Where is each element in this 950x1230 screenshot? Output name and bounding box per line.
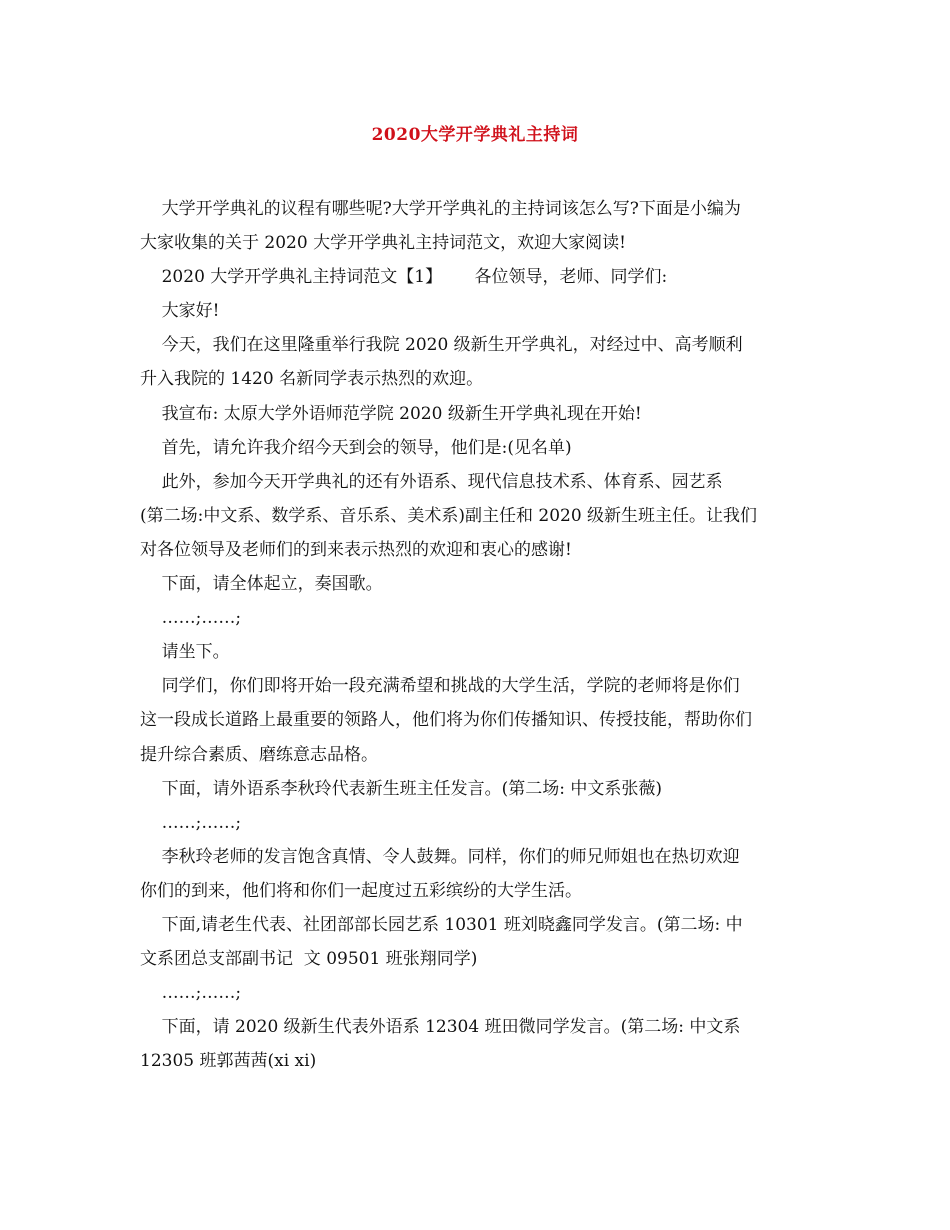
body-line: 下面，请全体起立，奏国歌。 xyxy=(140,574,383,595)
body-line: 下面,请老生代表、社团部部长园艺系 10301 班刘晓鑫同学发言。(第二场: 中 xyxy=(140,914,743,935)
body-line: 大学开学典礼的议程有哪些呢?大学开学典礼的主持词该怎么写?下面是小编为 xyxy=(140,199,741,219)
body-line: 提升综合素质、磨练意志品格。 xyxy=(140,744,378,765)
body-line: 2020 大学开学典礼主持词范文【1】 各位领导，老师、同学们: xyxy=(140,267,668,288)
body-line: 今天，我们在这里隆重举行我院 2020 级新生开学典礼，对经过中、高考顺利 xyxy=(140,335,743,356)
body-line: 文系团总支部副书记 文 09501 班张翔同学) xyxy=(140,949,478,970)
body-line: 12305 班郭茜茜(xi xi) xyxy=(140,1051,317,1072)
body-line: (第二场:中文系、数学系、音乐系、美术系)副主任和 2020 级新生班主任。让我们 xyxy=(140,505,758,526)
document-title: 2020大学开学典礼主持词 xyxy=(371,125,579,145)
body-line: 此外，参加今天开学典礼的还有外语系、现代信息技术系、体育系、园艺系 xyxy=(140,471,723,492)
body-line: 对各位领导及老师们的到来表示热烈的欢迎和衷心的感谢! xyxy=(140,539,572,560)
document-body xyxy=(140,192,818,1078)
body-line: 请坐下。 xyxy=(140,642,230,663)
body-line: 这一段成长道路上最重要的领路人，他们将为你们传播知识、传授技能，帮助你们 xyxy=(140,710,752,731)
body-line: 下面，请 2020 级新生代表外语系 12304 班田微同学发言。(第二场: 中文系 xyxy=(140,1017,741,1038)
body-line: 李秋玲老师的发言饱含真情、令人鼓舞。同样，你们的师兄师姐也在热切欢迎 xyxy=(140,846,740,867)
body-line: ……;……; xyxy=(140,983,242,1004)
body-line: ……;……; xyxy=(140,608,242,629)
body-line: 首先，请允许我介绍今天到会的领导，他们是:(见名单) xyxy=(140,437,572,458)
body-line: 同学们，你们即将开始一段充满希望和挑战的大学生活，学院的老师将是你们 xyxy=(140,676,740,697)
body-line: 我宣布: 太原大学外语师范学院 2020 级新生开学典礼现在开始! xyxy=(140,403,642,424)
body-line: 下面，请外语系李秋玲代表新生班主任发言。(第二场: 中文系张薇) xyxy=(140,778,663,799)
body-line: 升入我院的 1420 名新同学表示热烈的欢迎。 xyxy=(140,369,484,390)
body-line: 大家收集的关于 2020 大学开学典礼主持词范文，欢迎大家阅读! xyxy=(140,233,626,254)
body-line: 大家好! xyxy=(140,301,220,322)
body-line: 你们的到来，他们将和你们一起度过五彩缤纷的大学生活。 xyxy=(140,880,582,901)
body-line: ……;……; xyxy=(140,812,242,833)
